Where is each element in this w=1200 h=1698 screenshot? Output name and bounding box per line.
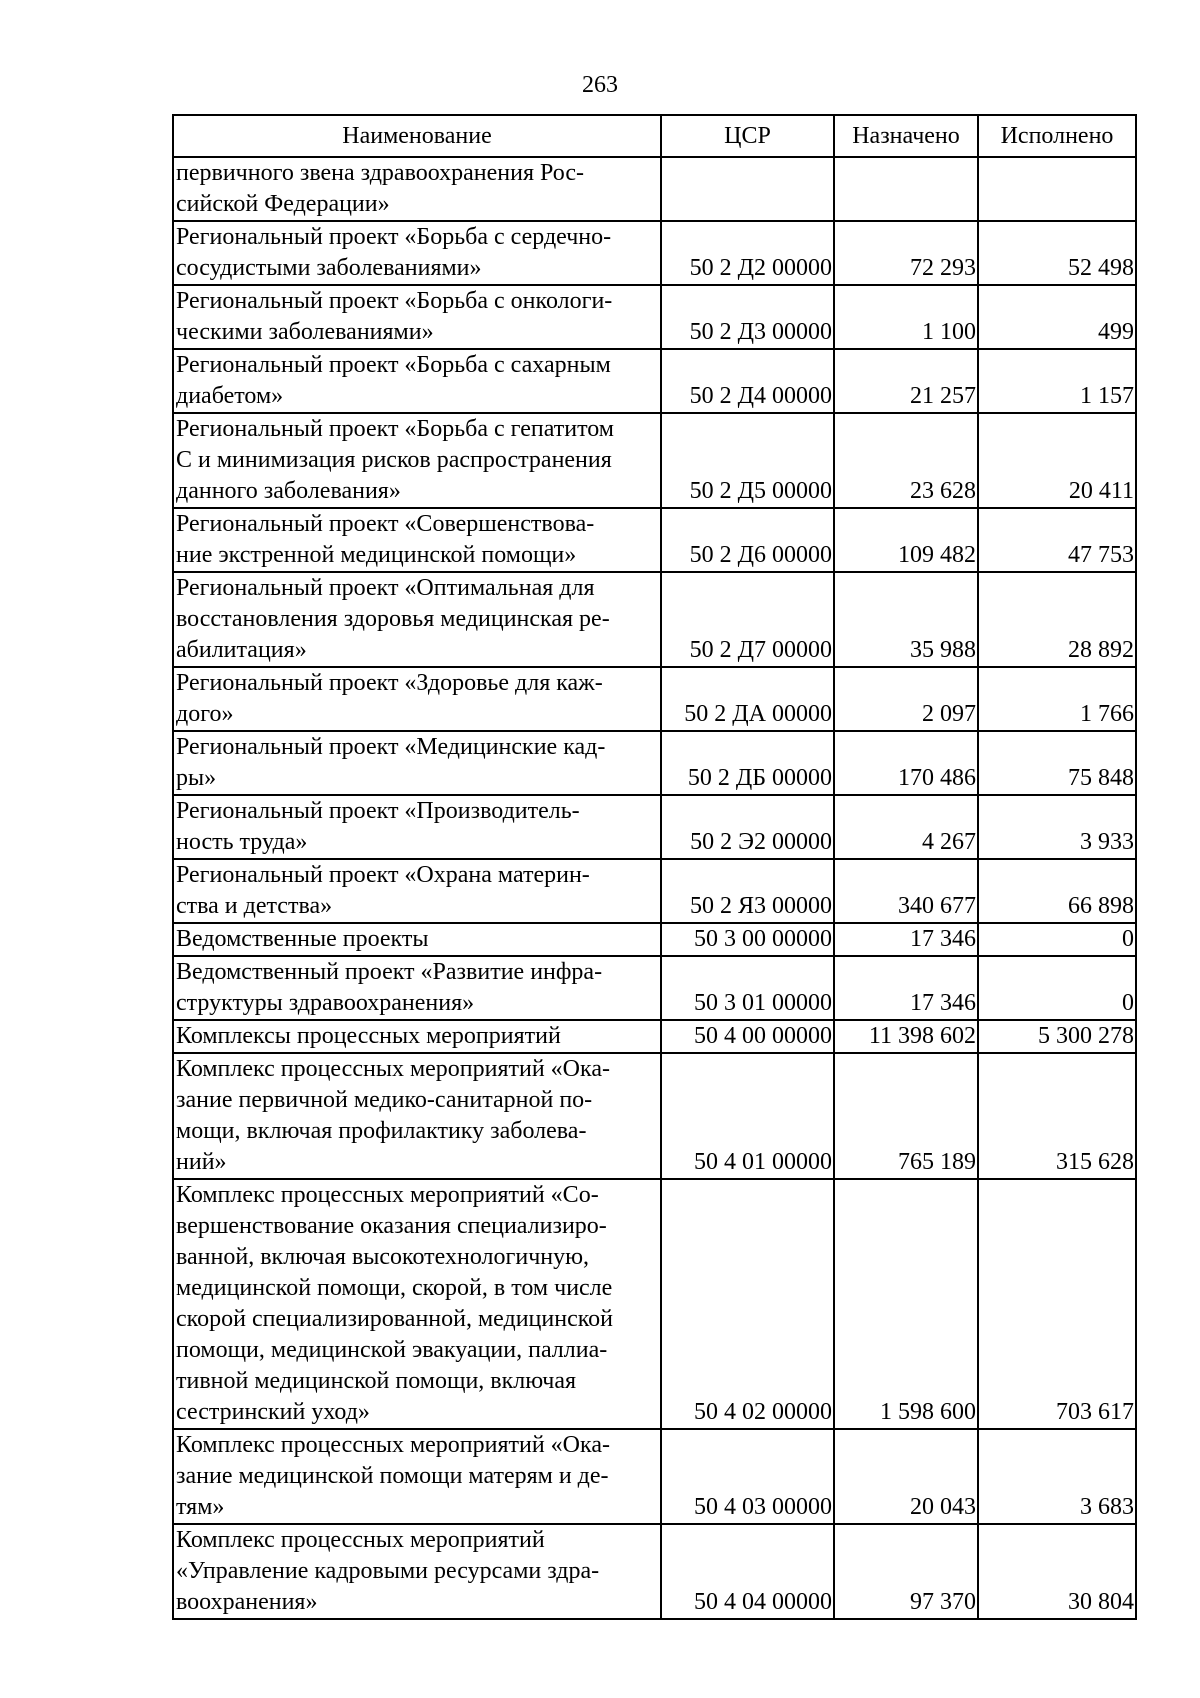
row-code-cell: 50 2 Д6 00000 — [661, 508, 834, 572]
table-row — [173, 1524, 1136, 1619]
table-body — [173, 157, 1136, 1619]
row-name-line: диабетом» — [176, 383, 284, 409]
row-assigned-cell: 1 100 — [834, 285, 978, 349]
row-executed-cell: 1 157 — [978, 349, 1136, 413]
row-name-line: Комплекс процессных мероприятий — [176, 1527, 545, 1553]
table-row — [173, 285, 1136, 349]
row-name-line: ность труда» — [176, 829, 308, 855]
row-name-cell — [173, 157, 661, 221]
row-name-line: Региональный проект «Борьба с онкологи- — [176, 288, 613, 314]
row-assigned-cell: 765 189 — [834, 1053, 978, 1179]
row-name-line: Региональный проект «Здоровье для каж- — [176, 670, 603, 696]
row-assigned-cell: 170 486 — [834, 731, 978, 795]
row-executed-cell: 315 628 — [978, 1053, 1136, 1179]
row-name-line: С и минимизация рисков распространения — [176, 447, 612, 473]
row-name-cell — [173, 731, 661, 795]
row-assigned-cell: 4 267 — [834, 795, 978, 859]
table-row — [173, 923, 1136, 956]
row-executed-cell: 499 — [978, 285, 1136, 349]
row-assigned-cell: 1 598 600 — [834, 1179, 978, 1429]
row-name-cell — [173, 859, 661, 923]
row-name-line: Региональный проект «Борьба с гепатитом — [176, 416, 614, 442]
row-name-line: «Управление кадровыми ресурсами здра- — [176, 1558, 600, 1584]
row-name-line: Региональный проект «Производитель- — [176, 798, 580, 824]
row-name-cell — [173, 349, 661, 413]
row-code-cell: 50 4 04 00000 — [661, 1524, 834, 1619]
row-assigned-cell: 20 043 — [834, 1429, 978, 1524]
row-name-line: сестринский уход» — [176, 1399, 370, 1425]
row-name-line: Региональный проект «Борьба с сердечно- — [176, 224, 612, 250]
row-executed-cell: 75 848 — [978, 731, 1136, 795]
table-row — [173, 508, 1136, 572]
row-name-cell — [173, 508, 661, 572]
row-code-cell: 50 3 01 00000 — [661, 956, 834, 1020]
header-code: ЦСР — [661, 115, 834, 157]
table-header-row — [173, 115, 1136, 157]
row-name-line: зание медицинской помощи матерям и де- — [176, 1463, 609, 1489]
row-name-line: скорой специализированной, медицинской — [176, 1306, 614, 1332]
page-number: 263 — [582, 72, 618, 98]
row-assigned-cell: 11 398 602 — [834, 1020, 978, 1053]
row-assigned-cell: 340 677 — [834, 859, 978, 923]
row-assigned-cell: 17 346 — [834, 923, 978, 956]
table-row — [173, 221, 1136, 285]
table-row — [173, 157, 1136, 221]
row-code-cell: 50 4 01 00000 — [661, 1053, 834, 1179]
row-executed-cell: 3 683 — [978, 1429, 1136, 1524]
row-executed-cell: 0 — [978, 956, 1136, 1020]
row-name-line: ние экстренной медицинской помощи» — [176, 542, 577, 568]
row-name-cell — [173, 221, 661, 285]
row-name-line: ры» — [176, 765, 217, 791]
row-executed-cell: 30 804 — [978, 1524, 1136, 1619]
row-name-line: медицинской помощи, скорой, в том числе — [176, 1275, 613, 1301]
row-code-cell: 50 2 Я3 00000 — [661, 859, 834, 923]
table-row — [173, 1020, 1136, 1053]
header-name: Наименование — [173, 115, 661, 157]
row-assigned-cell: 23 628 — [834, 413, 978, 508]
row-executed-cell: 5 300 278 — [978, 1020, 1136, 1053]
row-name-cell — [173, 667, 661, 731]
row-name-line: тям» — [176, 1494, 225, 1520]
row-name-line: вершенствование оказания специализиро- — [176, 1213, 607, 1239]
table-row — [173, 1053, 1136, 1179]
row-name-cell — [173, 285, 661, 349]
row-name-cell — [173, 1524, 661, 1619]
budget-table — [172, 114, 1137, 1620]
table-row — [173, 731, 1136, 795]
row-name-line: Региональный проект «Медицинские кад- — [176, 734, 606, 760]
header-assigned: Назначено — [834, 115, 978, 157]
row-name-cell — [173, 1053, 661, 1179]
row-name-line: данного заболевания» — [176, 478, 401, 504]
row-name-line: ний» — [176, 1149, 227, 1175]
row-assigned-cell: 2 097 — [834, 667, 978, 731]
row-executed-cell: 1 766 — [978, 667, 1136, 731]
table-row — [173, 349, 1136, 413]
row-code-cell: 50 2 Д5 00000 — [661, 413, 834, 508]
row-assigned-cell: 97 370 — [834, 1524, 978, 1619]
row-executed-cell: 28 892 — [978, 572, 1136, 667]
row-name-line: Ведомственные проекты — [176, 926, 429, 952]
row-executed-cell: 3 933 — [978, 795, 1136, 859]
row-name-line: дого» — [176, 701, 234, 727]
row-code-cell: 50 2 ДА 00000 — [661, 667, 834, 731]
row-name-line: сосудистыми заболеваниями» — [176, 255, 482, 281]
row-code-cell: 50 2 ДБ 00000 — [661, 731, 834, 795]
table-row — [173, 956, 1136, 1020]
row-executed-cell: 52 498 — [978, 221, 1136, 285]
row-name-line: абилитация» — [176, 637, 307, 663]
row-assigned-cell — [834, 157, 978, 221]
row-executed-cell: 47 753 — [978, 508, 1136, 572]
row-code-cell — [661, 157, 834, 221]
row-code-cell: 50 2 Д7 00000 — [661, 572, 834, 667]
table-row — [173, 413, 1136, 508]
row-name-cell — [173, 1020, 661, 1053]
row-code-cell: 50 4 02 00000 — [661, 1179, 834, 1429]
row-name-line: Комплекс процессных мероприятий «Со- — [176, 1182, 599, 1208]
row-name-cell — [173, 923, 661, 956]
row-name-line: помощи, медицинской эвакуации, паллиа- — [176, 1337, 608, 1363]
row-name-line: Региональный проект «Борьба с сахарным — [176, 352, 611, 378]
table-row — [173, 859, 1136, 923]
row-executed-cell — [978, 157, 1136, 221]
row-name-line: ства и детства» — [176, 893, 333, 919]
table-row — [173, 572, 1136, 667]
row-executed-cell: 0 — [978, 923, 1136, 956]
row-code-cell: 50 2 Д2 00000 — [661, 221, 834, 285]
row-name-line: Ведомственный проект «Развитие инфра- — [176, 959, 603, 985]
row-assigned-cell: 21 257 — [834, 349, 978, 413]
row-code-cell: 50 4 00 00000 — [661, 1020, 834, 1053]
row-name-cell — [173, 956, 661, 1020]
row-executed-cell: 703 617 — [978, 1179, 1136, 1429]
row-code-cell: 50 4 03 00000 — [661, 1429, 834, 1524]
row-name-line: Региональный проект «Оптимальная для — [176, 575, 595, 601]
row-code-cell: 50 3 00 00000 — [661, 923, 834, 956]
row-executed-cell: 66 898 — [978, 859, 1136, 923]
row-name-line: зание первичной медико-санитарной по- — [176, 1087, 593, 1113]
row-name-line: Региональный проект «Совершенствова- — [176, 511, 595, 537]
row-executed-cell: 20 411 — [978, 413, 1136, 508]
row-name-cell — [173, 1429, 661, 1524]
row-name-line: первичного звена здравоохранения Рос- — [176, 160, 584, 186]
row-code-cell: 50 2 Э2 00000 — [661, 795, 834, 859]
row-name-line: Комплексы процессных мероприятий — [176, 1023, 561, 1049]
table-row — [173, 1429, 1136, 1524]
header-executed: Исполнено — [978, 115, 1136, 157]
row-assigned-cell: 72 293 — [834, 221, 978, 285]
row-name-cell — [173, 795, 661, 859]
row-code-cell: 50 2 Д4 00000 — [661, 349, 834, 413]
row-name-line: ванной, включая высокотехнологичную, — [176, 1244, 590, 1270]
row-name-line: Комплекс процессных мероприятий «Ока- — [176, 1056, 610, 1082]
row-name-line: тивной медицинской помощи, включая — [176, 1368, 577, 1394]
row-name-cell — [173, 413, 661, 508]
row-name-line: ческими заболеваниями» — [176, 319, 434, 345]
row-name-line: сийской Федерации» — [176, 191, 390, 217]
row-assigned-cell: 17 346 — [834, 956, 978, 1020]
table-row — [173, 795, 1136, 859]
row-name-line: Комплекс процессных мероприятий «Ока- — [176, 1432, 610, 1458]
row-name-line: мощи, включая профилактику заболева- — [176, 1118, 587, 1144]
row-assigned-cell: 109 482 — [834, 508, 978, 572]
row-name-cell — [173, 572, 661, 667]
row-name-line: Региональный проект «Охрана материн- — [176, 862, 590, 888]
row-code-cell: 50 2 Д3 00000 — [661, 285, 834, 349]
row-name-line: воохранения» — [176, 1589, 318, 1615]
table-row — [173, 667, 1136, 731]
row-name-cell — [173, 1179, 661, 1429]
row-assigned-cell: 35 988 — [834, 572, 978, 667]
table-row — [173, 1179, 1136, 1429]
row-name-line: восстановления здоровья медицинская ре- — [176, 606, 610, 632]
row-name-line: структуры здравоохранения» — [176, 990, 475, 1016]
